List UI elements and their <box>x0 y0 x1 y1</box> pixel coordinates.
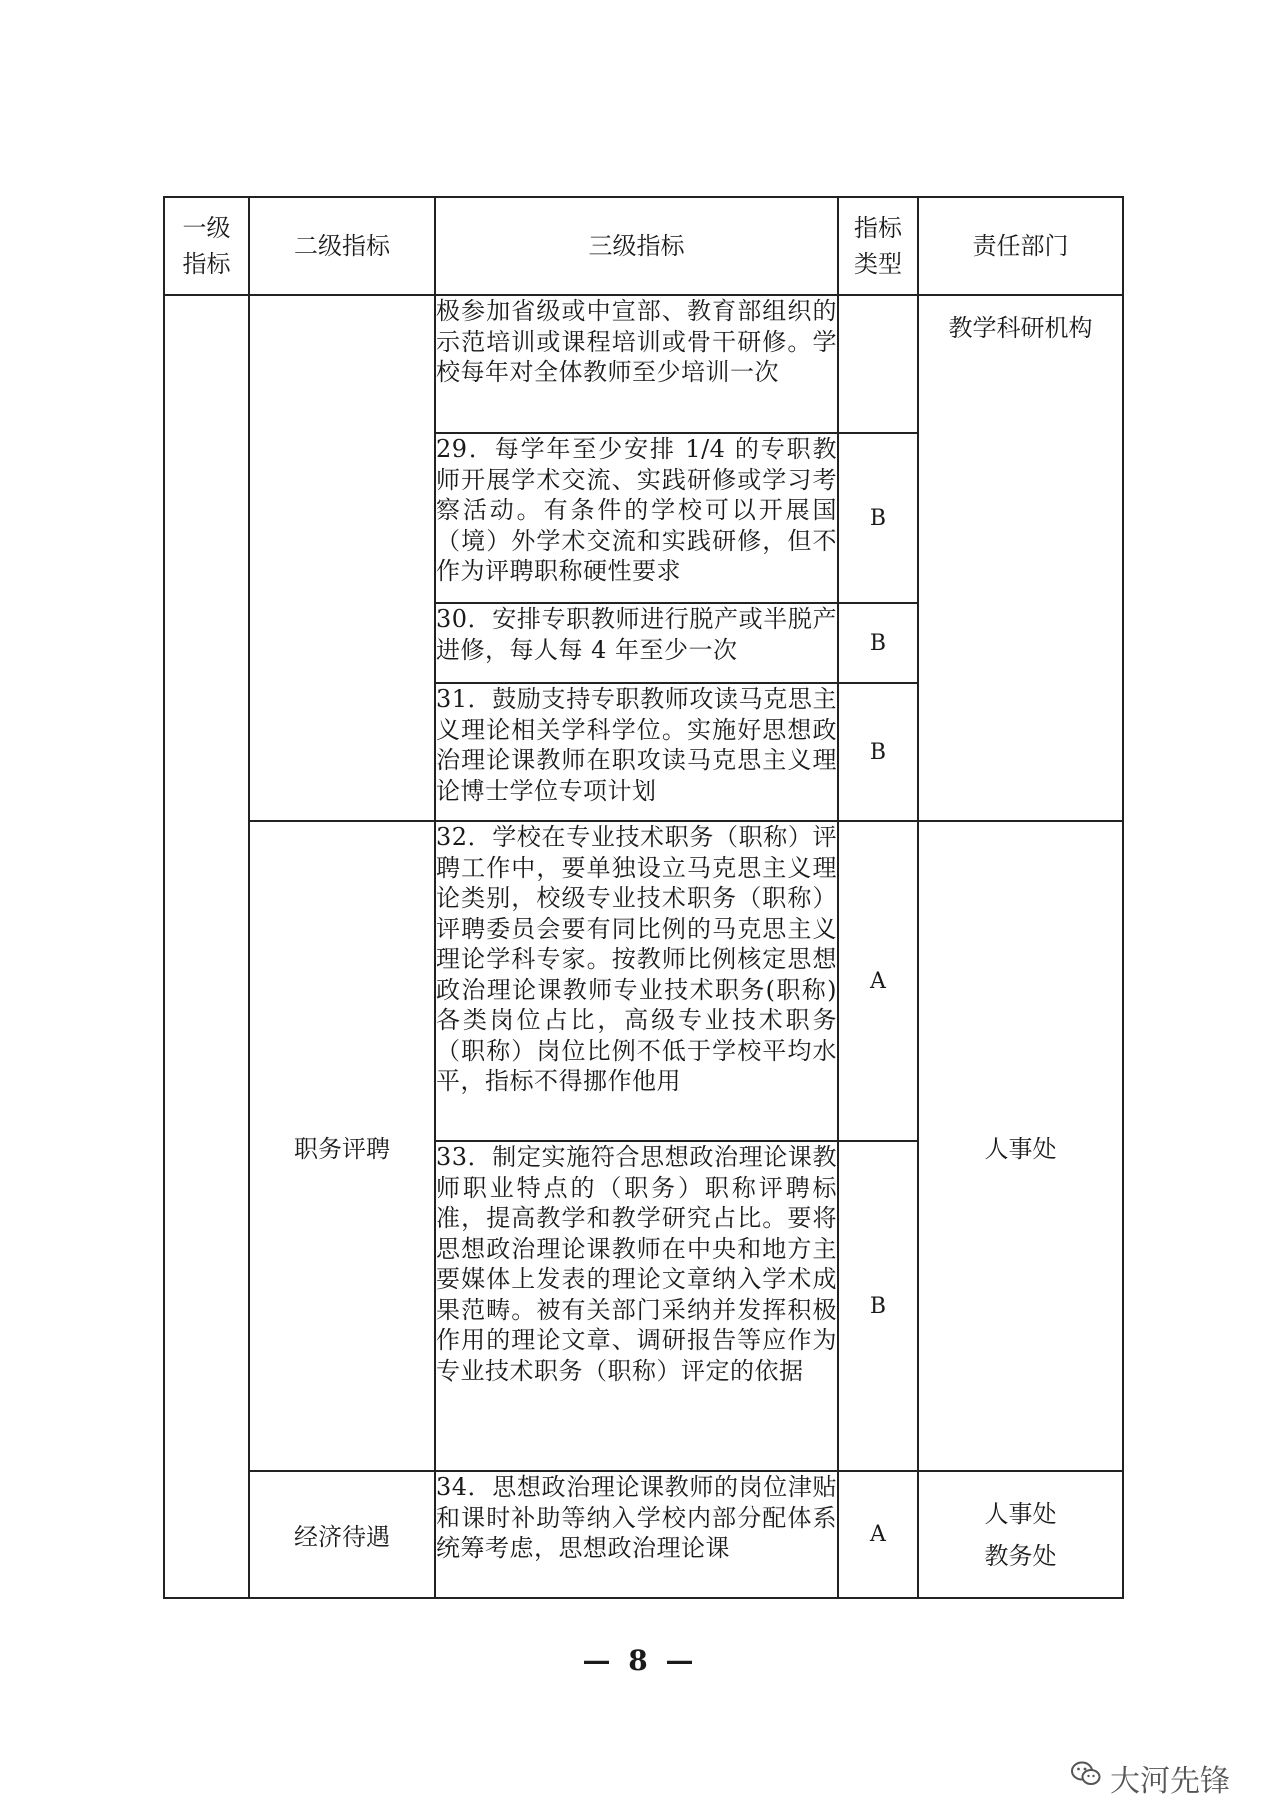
level3-cell: 33．制定实施符合思想政治理论课教师职业特点的（职务）职称评聘标准，提高教学和教学研究占比。要将思想政治理论课教师在中央和地方主要媒体上发表的理论文章纳入学术成果范畴。被有关部门采纳并发挥积极作用的理论文章、调研报告等应作为专业技术职务（职称）评定的依据 <box>435 1141 838 1471</box>
header-level1: 一级 指标 <box>164 197 249 295</box>
wechat-icon <box>1070 1759 1102 1797</box>
level2-cell: 经济待遇 <box>249 1471 435 1598</box>
type-cell: A <box>838 1471 918 1598</box>
department-name: 教务处 <box>984 1541 1057 1570</box>
page-number: — 8 — <box>582 1644 698 1677</box>
watermark <box>1070 1756 1230 1800</box>
watermark-text: 大河先锋 <box>1110 1764 1230 1799</box>
type-cell: B <box>838 1141 918 1471</box>
department-cell: 教学科研机构 <box>918 295 1123 821</box>
level3-cell: 34．思想政治理论课教师的岗位津贴和课时补助等纳入学校内部分配体系统筹考虑，思想政治理论课 <box>435 1471 838 1598</box>
header-level3: 三级指标 <box>435 197 838 295</box>
type-cell: B <box>838 433 918 603</box>
type-cell: A <box>838 821 918 1141</box>
level3-cell: 29．每学年至少安排 1/4 的专职教师开展学术交流、实践研修或学习考察活动。有条件的学校可以开展国（境）外学术交流和实践研修，但不作为评聘职称硬性要求 <box>435 433 838 603</box>
department-cell: 人事处 <box>918 821 1123 1471</box>
table-row <box>164 821 1123 1141</box>
table-row <box>164 295 1123 433</box>
table-row <box>164 1471 1123 1598</box>
level3-cell: 极参加省级或中宣部、教育部组织的示范培训或课程培训或骨干研修。学校每年对全体教师至少培训一次 <box>435 295 838 433</box>
type-cell <box>838 295 918 433</box>
level3-cell: 32．学校在专业技术职务（职称）评聘工作中，要单独设立马克思主义理论类别，校级专业技术职务（职称）评聘委员会要有同比例的马克思主义理论学科专家。按教师比例核定思想政治理论课教师专业技术职务(职称)各类岗位占比，高级专业技术职务（职称）岗位比例不低于学校平均水平，指标不得挪作他用 <box>435 821 838 1141</box>
type-cell: B <box>838 683 918 821</box>
level3-cell: 30．安排专职教师进行脱产或半脱产进修，每人每 4 年至少一次 <box>435 603 838 683</box>
level1-cell <box>164 295 249 1598</box>
type-cell: B <box>838 603 918 683</box>
level2-cell: 职务评聘 <box>249 821 435 1471</box>
header-level2: 二级指标 <box>249 197 435 295</box>
indicator-table <box>163 196 1124 1599</box>
level2-cell-empty <box>249 295 435 821</box>
header-department: 责任部门 <box>918 197 1123 295</box>
level3-cell: 31．鼓励支持专职教师攻读马克思主义理论相关学科学位。实施好思想政治理论课教师在职攻读马克思主义理论博士学位专项计划 <box>435 683 838 821</box>
department-cell <box>918 1471 1123 1598</box>
header-row <box>164 197 1123 295</box>
department-name: 人事处 <box>984 1499 1057 1528</box>
header-type: 指标 类型 <box>838 197 918 295</box>
